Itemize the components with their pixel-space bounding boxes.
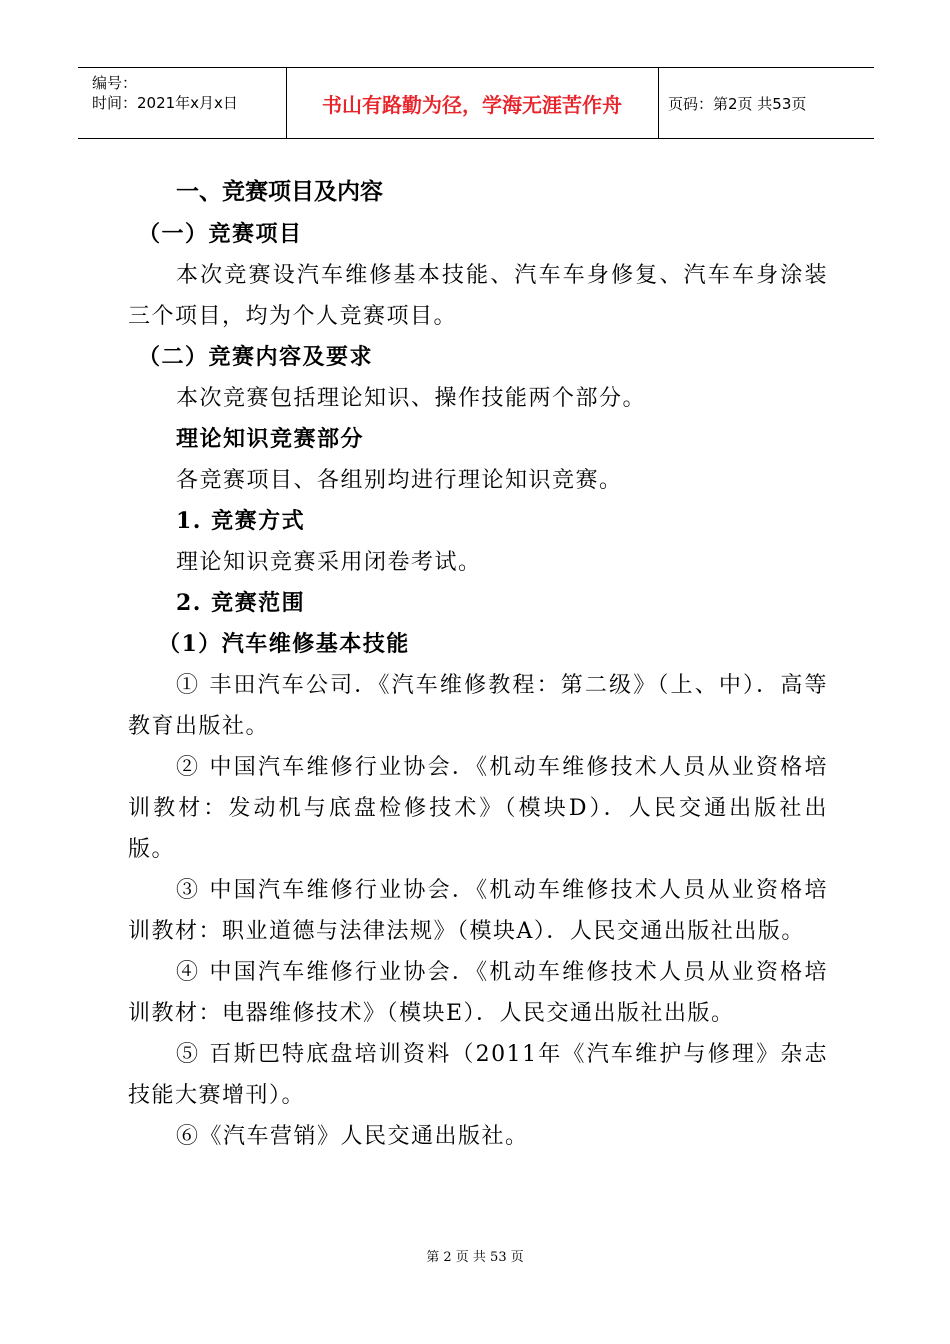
subsection-heading-content: （二）竞赛内容及要求 — [138, 344, 374, 370]
document-body — [128, 170, 828, 1157]
document-number: 编号： — [92, 74, 138, 92]
reference-item: ② 中国汽车维修行业协会．《机动车维修技术人员从业资格培训教材：发动机与底盘检修技术》（模块D）．人民交通出版社出版。 — [128, 755, 828, 862]
header-meta-cell — [78, 68, 287, 138]
heading-theory: 理论知识竞赛部分 — [176, 426, 365, 452]
header-motto: 书山有路勤为径，学海无涯苦作舟 — [286, 68, 659, 138]
paragraph-theory: 各竞赛项目、各组别均进行理论知识竞赛。 — [176, 468, 623, 493]
reference-item: ④ 中国汽车维修行业协会．《机动车维修技术人员从业资格培训教材：电器维修技术》（模块E）．人民交通出版社出版。 — [128, 960, 828, 1026]
paragraph-items: 本次竞赛设汽车维修基本技能、汽车车身修复、汽车车身涂装三个项目，均为个人竞赛项目。 — [128, 263, 828, 329]
page-footer: 第 2 页 共 53 页 — [426, 1250, 524, 1265]
paragraph-content: 本次竞赛包括理论知识、操作技能两个部分。 — [176, 386, 647, 411]
header-page-info: 页码：第2页 共53页 — [668, 94, 807, 113]
reference-item: ① 丰田汽车公司．《汽车维修教程：第二级》（上、中）．高等教育出版社。 — [128, 673, 828, 739]
document-time: 时间：2021年x月x日 — [92, 94, 238, 112]
reference-item: ⑥《汽车营销》人民交通出版社。 — [176, 1124, 529, 1149]
paragraph-method: 理论知识竞赛采用闭卷考试。 — [176, 550, 482, 575]
reference-item: ③ 中国汽车维修行业协会．《机动车维修技术人员从业资格培训教材：职业道德与法律法规》（模块A）．人民交通出版社出版。 — [128, 878, 828, 944]
subsection-heading-items: （一）竞赛项目 — [138, 221, 303, 247]
reference-item: ⑤ 百斯巴特底盘培训资料（2011年《汽车维护与修理》杂志技能大赛增刊）。 — [128, 1042, 828, 1108]
heading-basic-skills: （1）汽车维修基本技能 — [158, 631, 410, 657]
heading-scope: 2. 竞赛范围 — [176, 590, 306, 616]
section-heading: 一、竞赛项目及内容 — [176, 178, 383, 205]
heading-method: 1. 竞赛方式 — [176, 508, 306, 534]
page-header — [78, 67, 874, 139]
